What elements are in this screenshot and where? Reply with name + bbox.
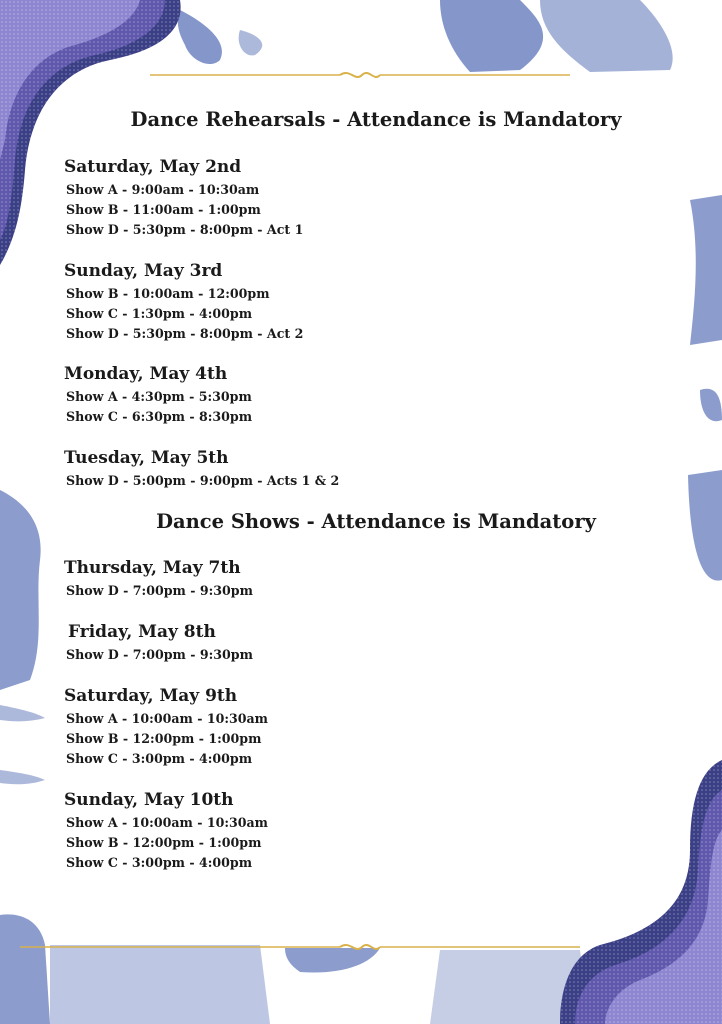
day-block (64, 363, 252, 427)
show-item: Show B - 12:00pm - 1:00pm (66, 731, 262, 746)
show-item: Show D - 7:00pm - 9:30pm (66, 647, 253, 662)
day-name: Friday, May 8th (68, 622, 216, 642)
day-name: Thursday, May 7th (64, 558, 241, 578)
day-name: Saturday, May 9th (64, 686, 238, 706)
show-list (64, 645, 253, 665)
show-item: Show A - 4:30pm - 5:30pm (66, 389, 252, 404)
show-list (64, 813, 268, 873)
show-list (64, 284, 303, 344)
day-block (68, 621, 253, 665)
show-list (64, 180, 303, 240)
show-item: Show C - 3:00pm - 4:00pm (66, 751, 253, 766)
show-item: Show D - 7:00pm - 9:30pm (66, 583, 253, 598)
day-name: Sunday, May 10th (64, 790, 234, 810)
day-block (64, 685, 268, 769)
day-block (64, 447, 339, 491)
show-item: Show C - 3:00pm - 4:00pm (66, 855, 253, 870)
day-name: Tuesday, May 5th (64, 448, 229, 468)
show-list (64, 387, 252, 427)
show-item: Show A - 10:00am - 10:30am (66, 711, 269, 726)
show-item: Show D - 5:30pm - 8:00pm - Act 2 (66, 326, 304, 341)
day-block (64, 156, 303, 240)
show-item: Show C - 6:30pm - 8:30pm (66, 409, 253, 424)
show-item: Show D - 5:00pm - 9:00pm - Acts 1 & 2 (66, 473, 340, 488)
day-name: Monday, May 4th (64, 364, 228, 384)
day-block (64, 260, 303, 344)
show-item: Show C - 1:30pm - 4:00pm (66, 306, 253, 321)
show-item: Show A - 9:00am - 10:30am (66, 182, 260, 197)
show-item: Show D - 5:30pm - 8:00pm - Act 1 (66, 222, 304, 237)
day-name: Sunday, May 3rd (64, 261, 223, 281)
rehearsals-title: Dance Rehearsals - Attendance is Mandatory (130, 108, 622, 131)
show-item: Show A - 10:00am - 10:30am (66, 815, 269, 830)
show-list (64, 471, 339, 491)
show-item: Show B - 12:00pm - 1:00pm (66, 835, 262, 850)
show-list (64, 709, 268, 769)
day-name: Saturday, May 2nd (64, 157, 242, 177)
show-list (64, 581, 253, 601)
day-block (64, 789, 268, 873)
show-item: Show B - 11:00am - 1:00pm (66, 202, 261, 217)
day-block (64, 557, 253, 601)
show-item: Show B - 10:00am - 12:00pm (66, 286, 270, 301)
shows-title: Dance Shows - Attendance is Mandatory (156, 510, 596, 533)
